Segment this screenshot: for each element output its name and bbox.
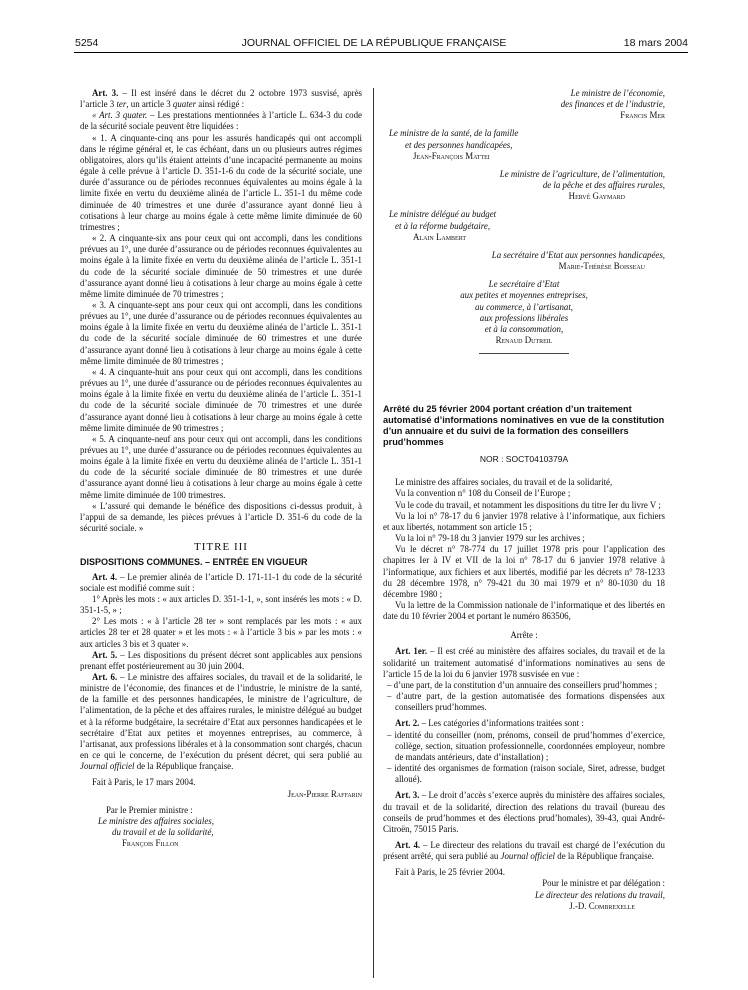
art4-item-1: 1° Après les mots : « aux articles D. 351-1-1, », sont insérés les mots : « D. 351-1-5, » ; [80,593,362,616]
header-rule [74,52,688,53]
visa-4: Vu la loi n° 79-18 du 3 janvier 1979 sur les archives ; [395,533,585,544]
separator [479,353,569,354]
art2-dash-2: – identité des organismes de formation (raison sociale, Siret, adresse, budget alloué). [387,763,665,785]
signature-name: Jean-François Mattei [413,150,490,161]
visa-2: Vu le code du travail, et notamment les dispositions du titre Ier du livre V ; [395,499,661,510]
page-number: 5254 [75,37,99,49]
art4-paragraph: Art. 4. – Le premier alinéa de l’article D. 171-11-1 du code de la sécurité sociale est modifié comme suit : [80,571,363,593]
signature-name: Hervé Gaymard [568,191,625,202]
right-column [383,88,665,912]
issue-date: 18 mars 2004 [623,37,688,49]
signature-name: Francis Mer [620,110,665,121]
minister-title-2: du travail et de la solidarité, [112,827,214,837]
signature-title: Le ministre de la santé, de la famille [389,128,519,139]
signature-title: et des personnes handicapées, [405,139,513,150]
art4-item-2: 2° Les mots : « à l’article 28 ter » sont remplacés par les mots : « aux articles 28 ter et 28 quater » et les mots : « à l’article 3 bis » par les mots : « aux articles 3 bis et 3 quater ». [80,616,362,649]
signature-name: Alain Lambert [413,231,467,242]
art5-paragraph: Art. 5. – Les dispositions du présent décret sont applicables aux pensions prenant effet postérieurement au 30 juin 2004. [80,649,362,671]
art3-quater-paragraph: « Art. 3 quater. – Les prestations mentionnées à l’article L. 634-3 du code de la sécurité sociale peuvent être liquidées : [80,110,362,132]
item-1-paragraph: « 1. A cinquante-cinq ans pour les assurés handicapés qui ont accompli dans le régime général et, le cas échéant, dans un ou plusieurs autres régimes obligatoires, alors qu’ils étaient atteints d’une incapacité permanente au moins égale à celle prévue à l’article D. 351-1-6 du code de la sécurité sociale, une durée d’assurance ou de périodes reconnues équivalentes au moins égale à la limite fixée en vertu du deuxième alinéa de l’article L. 351-1 du même code diminuée de 40 trimestres et une durée d’assurance ayant donné lieu à cotisations à leur charge au moins égale à cette même limite diminuée de 60 trimestres ; [80,132,362,232]
visa-1: Vu la convention n° 108 du Conseil de l’Europe ; [395,488,571,499]
signature-title: La secrétaire d’Etat aux personnes handicapées, [491,249,665,260]
pour-le-ministre: Pour le ministre et par délégation : [542,878,665,889]
art3-right-paragraph: Art. 3. – Le droit d’accès s’exerce auprès du ministère des affaires sociales, du travail et de la solidarité, direction des relations du travail (bureau des conseils de prud’hommes et des élections prud’homales), 39-43, quai André-Citroën, 75015 Paris. [383,790,665,834]
item-4-paragraph: « 4. A cinquante-huit ans pour ceux qui ont accompli, dans les conditions prévues au 1°, une durée d’assurance ou de périodes reconnues équivalentes au moins égale à la limite fixée en vertu du deuxième alinéa de l’article L. 351-1 du code de la sécurité sociale diminuée de 70 trimestres et une durée d’assurance ayant donné lieu à cotisations à leur charge au moins égale à cette même limite diminuée de 90 trimestres ; [80,366,362,433]
fait-date-right: Fait à Paris, le 25 février 2004. [395,867,505,878]
art4-right-paragraph: Art. 4. – Le directeur des relations du travail est chargé de l’exécution du présent arrêté, qui sera publié au Journal officiel de la République française. [383,839,665,862]
signature-name: Renaud Dutreil [495,334,553,345]
par-premier-ministre: Par le Premier ministre : [106,804,193,815]
art6-paragraph: Art. 6. – Le ministre des affaires sociales, du travail et de la solidarité, le ministre de l’économie, des finances et de l’industrie, le ministre de la santé, de la famille et des personnes handicapées, le ministre de l’agriculture, de l’alimentation, de la pêche et des affaires rurales, le ministre délégué au budget et à la réforme budgétaire, la secrétaire d’Etat aux personnes handicapées et le secrétaire d’Etat aux petites et moyennes entreprises, au commerce, à l’artisanat, aux professions libérales et à la consommation sont chargés, chacun en ce qui le concerne, de l’exécution du présent décret, qui sera publié au Journal officiel de la République française. [80,671,362,772]
visa-5: Vu le décret n° 78-774 du 17 juillet 1978 pris pour l’application des chapitres Ier à IV et VII de la loi n° 78-17 du 6 janvier 1978 relative à l’informatique, aux fichiers et aux libertés, modifié par les décrets n° 78-1233 du 28 décembre 1978, n° 79-421 du 30 mai 1979 et n° 80-1030 du 18 décembre 1980 ; [383,544,665,599]
art3-paragraph: Art. 3. – Il est inséré dans le décret du 2 octobre 1973 susvisé, après l’article 3 ter, un article 3 quater ainsi rédigé : [80,88,362,110]
art1-dash-2: – d’autre part, de la gestion automatisée des formations dispensées aux conseillers prud’hommes. [387,691,665,713]
art2-dash-1: – identité du conseiller (nom, prénoms, conseil de prud’hommes d’exercice, collège, section, situation professionnelle, coordonnées employeur, nombre de mandats antérieurs, date d’installation) ; [387,729,665,762]
signature-title: Le ministre de l’économie, [570,88,665,98]
item-2-paragraph: « 2. A cinquante-six ans pour ceux qui ont accompli, dans les conditions prévues au 1°, une durée d’assurance ou de périodes reconnues équivalentes au moins égale à la limite fixée en vertu du deuxième alinéa de l’article L. 351-1 du code de la sécurité sociale diminuée de 50 trimestres et une durée d’assurance ayant donné lieu à cotisations à leur charge au moins égale à cette même limite diminuée de 70 trimestres ; [80,233,362,299]
directeur-title: Le directeur des relations du travail, [535,889,665,900]
visa-3: Vu la loi n° 78-17 du 6 janvier 1978 relative à l’informatique, aux fichiers et aux libertés, notamment son article 15 ; [383,510,665,532]
signature-combrexelle: J.-D. Combrexelle [569,900,635,911]
signature-block-budget [383,209,665,242]
visa-0: Le ministre des affaires sociales, du travail et de la solidarité, [395,477,613,488]
nor-reference: NOR : SOCT0410379A [479,454,569,465]
column-divider [373,88,374,978]
signature-raffarin: Jean-Pierre Raffarin [287,788,362,799]
signature-title: aux professions libérales [479,312,569,323]
signature-title: Le secrétaire d’Etat [488,279,560,290]
signature-block-pme [383,279,665,346]
assure-paragraph: « L’assuré qui demande le bénéfice des dispositions ci-dessus produit, à l’appui de sa demande, les pièces prévues à l’article D. 351-6 du code de la sécurité sociale. » [80,500,362,534]
dispositions-heading: DISPOSITIONS COMMUNES. – ENTRÉE EN VIGUEUR [80,557,308,568]
art1-paragraph: Art. 1er. – Il est créé au ministère des affaires sociales, du travail et de la solidarité un traitement automatisé d’informations nominatives au sens de l’article 15 de la loi du 6 janvier 1978 susvisée en vue : [383,646,665,679]
signature-fillon: François Fillon [122,838,179,849]
signature-name: Marie-Thérèse Boisseau [558,261,645,272]
signature-title: et à la consommation, [484,323,564,334]
minister-title-1: Le ministre des affaires sociales, [98,815,214,826]
fait-date: Fait à Paris, le 17 mars 2004. [92,777,196,788]
arrete-heading: Arrête : [510,630,538,641]
titre-heading: TITRE III [194,541,248,554]
signature-title: Le ministre de l’agriculture, de l’alimentation, [499,168,665,179]
signature-block-sante [383,128,665,161]
signature-title: et à la réforme budgétaire, [395,220,491,231]
art2-paragraph: Art. 2. – Les catégories d’informations traitées sont : [395,718,584,729]
item-3-paragraph: « 3. A cinquante-sept ans pour ceux qui ont accompli, dans les conditions prévues au 1°, une durée d’assurance ou de périodes reconnues équivalentes au moins égale à la limite fixée en vertu du deuxième alinéa de l’article L. 351-1 du code de la sécurité sociale diminuée de 60 trimestres et une durée d’assurance ayant donné lieu à cotisations à leur charge au moins égale à cette même limite diminuée de 80 trimestres ; [80,299,362,366]
art1-dash-1: – d’une part, de la constitution d’un annuaire des conseillers prud’hommes ; [387,679,658,690]
signature-block-agri [383,169,665,202]
signature-title: des finances et de l’industrie, [560,99,665,110]
arrete-title: Arrêté du 25 février 2004 portant création d’un traitement automatisé d’informations nominatives en vue de la constitution d’un annuaire et du suivi de la formation des conseillers prud’hommes [383,404,665,448]
left-column [80,88,362,849]
journal-title: JOURNAL OFFICIEL DE LA RÉPUBLIQUE FRANÇAISE [241,37,507,49]
signature-title: au commerce, à l’artisanat, [474,301,574,312]
visa-6: Vu la lettre de la Commission nationale de l’informatique et des libertés en date du 10 février 2004 et portant le numéro 863506, [383,600,665,622]
item-5-paragraph: « 5. A cinquante-neuf ans pour ceux qui ont accompli, dans les conditions prévues au 1°, une durée d’assurance ou de périodes reconnues équivalentes au moins égale à la limite fixée en vertu du deuxième alinéa de l’article L. 351-1 du code de la sécurité sociale diminuée de 80 trimestres et une durée d’assurance ayant donné lieu à cotisations à leur charge au moins égale à cette même limite diminuée de 100 trimestres. [80,433,362,500]
signature-title: aux petites et moyennes entreprises, [460,290,588,301]
signature-title: Le ministre délégué au budget [389,209,497,220]
signature-block-handi [383,250,665,272]
signature-block-eco [383,88,665,121]
signature-title: de la pêche et des affaires rurales, [542,180,665,191]
